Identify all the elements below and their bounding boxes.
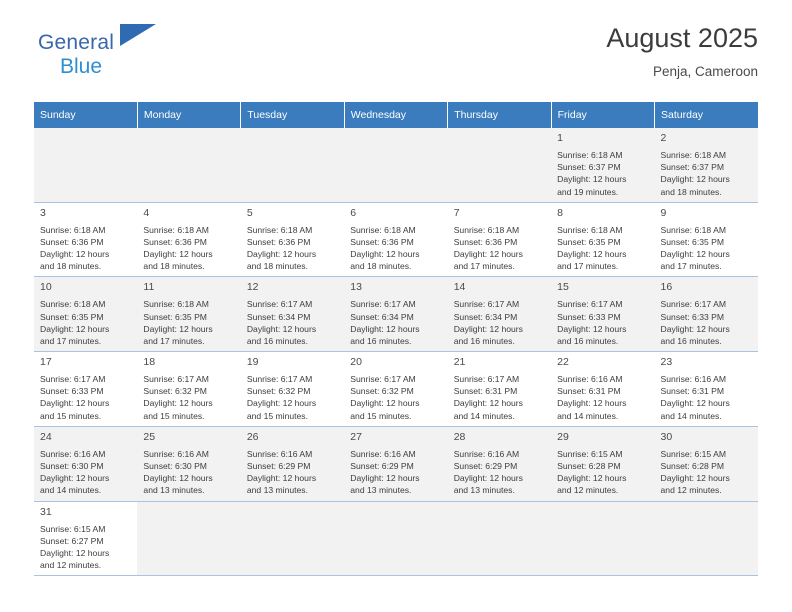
calendar-header-row: [34, 102, 758, 128]
day-detail-line: Daylight: 12 hours: [660, 323, 730, 334]
day-detail-line: Sunrise: 6:18 AM: [660, 149, 726, 160]
day-detail-line: Sunset: 6:32 PM: [246, 386, 311, 397]
calendar-cell-empty: [448, 501, 551, 576]
day-detail-line: and 14 minutes.: [557, 410, 619, 421]
calendar-day-cell[interactable]: [137, 202, 240, 277]
day-detail-line: Daylight: 12 hours: [350, 398, 420, 409]
day-detail-line: Sunrise: 6:17 AM: [40, 374, 106, 385]
page-title: August 2025: [606, 23, 758, 53]
calendar-day-cell[interactable]: [34, 277, 137, 352]
calendar-body: [34, 128, 758, 576]
day-detail-line: Sunrise: 6:17 AM: [660, 299, 726, 310]
calendar-week-row: [34, 128, 758, 202]
day-detail-line: Sunrise: 6:18 AM: [557, 224, 623, 235]
calendar-day-cell[interactable]: [655, 128, 758, 202]
day-details: [247, 373, 339, 422]
calendar-day-cell[interactable]: [137, 277, 240, 352]
day-number: 24: [40, 430, 52, 443]
day-number: 21: [453, 356, 466, 369]
day-number: 29: [557, 430, 569, 443]
day-details: [454, 298, 546, 347]
calendar-day-cell[interactable]: [655, 426, 758, 501]
calendar-day-cell[interactable]: [344, 426, 447, 501]
calendar-day-cell[interactable]: [34, 426, 137, 501]
day-detail-line: and 19 minutes.: [557, 186, 619, 197]
day-details: [454, 224, 546, 273]
day-detail-line: Sunrise: 6:15 AM: [660, 448, 726, 459]
day-detail-line: Daylight: 12 hours: [453, 249, 523, 260]
day-number: 19: [246, 356, 259, 369]
day-details: [661, 373, 753, 422]
day-number: 16: [660, 281, 673, 294]
day-number: 31: [40, 505, 52, 518]
day-detail-line: and 14 minutes.: [453, 410, 515, 421]
day-detail-line: Daylight: 12 hours: [143, 323, 213, 334]
day-details: [143, 224, 235, 273]
day-detail-line: Sunset: 6:29 PM: [246, 460, 311, 471]
day-detail-line: Sunrise: 6:17 AM: [143, 374, 209, 385]
page-header: [34, 22, 758, 96]
calendar-day-cell[interactable]: [344, 352, 447, 427]
day-detail-line: Sunrise: 6:17 AM: [350, 299, 416, 310]
day-details: [40, 298, 132, 347]
day-detail-line: Daylight: 12 hours: [557, 174, 627, 185]
day-detail-line: Daylight: 12 hours: [453, 473, 523, 484]
day-detail-line: Sunset: 6:31 PM: [557, 386, 621, 397]
day-details: [40, 523, 132, 572]
day-number: 3: [40, 206, 46, 219]
day-detail-line: Daylight: 12 hours: [143, 398, 213, 409]
day-detail-line: Daylight: 12 hours: [350, 249, 420, 260]
calendar-day-cell[interactable]: [448, 352, 551, 427]
logo-text-general: General: [38, 31, 115, 54]
day-detail-line: Sunset: 6:35 PM: [40, 311, 104, 322]
day-detail-line: Daylight: 12 hours: [660, 249, 730, 260]
day-details: [557, 224, 649, 273]
day-detail-line: and 12 minutes.: [40, 560, 102, 571]
day-detail-line: Sunset: 6:36 PM: [143, 236, 207, 247]
day-detail-line: Sunset: 6:37 PM: [660, 162, 725, 173]
day-detail-line: Sunset: 6:33 PM: [40, 386, 104, 397]
day-number: 14: [453, 281, 466, 294]
day-detail-line: and 13 minutes.: [453, 485, 515, 496]
day-detail-line: Sunrise: 6:18 AM: [40, 299, 106, 310]
day-detail-line: and 18 minutes.: [246, 261, 308, 272]
day-details: [40, 224, 132, 273]
calendar-cell-empty: [241, 128, 344, 202]
day-detail-line: and 16 minutes.: [350, 335, 412, 346]
title-block: [606, 22, 758, 79]
day-detail-line: Sunrise: 6:17 AM: [246, 299, 313, 310]
day-detail-line: and 17 minutes.: [453, 261, 515, 272]
day-number: 4: [143, 206, 150, 219]
day-detail-line: Sunrise: 6:16 AM: [143, 448, 209, 459]
day-detail-line: Sunset: 6:28 PM: [660, 460, 725, 471]
day-detail-line: Sunrise: 6:16 AM: [453, 448, 520, 459]
calendar-cell-empty: [241, 501, 344, 576]
day-number: 30: [660, 430, 673, 443]
day-number: 13: [350, 281, 362, 294]
calendar-week-row: [34, 501, 758, 576]
day-number: 25: [143, 430, 156, 443]
day-detail-line: Daylight: 12 hours: [246, 473, 317, 484]
day-detail-line: Sunrise: 6:16 AM: [660, 374, 726, 385]
day-detail-line: and 15 minutes.: [246, 410, 308, 421]
day-details: [661, 149, 753, 198]
day-detail-line: Sunset: 6:31 PM: [660, 386, 725, 397]
day-number: 8: [557, 206, 563, 219]
day-detail-line: and 18 minutes.: [660, 186, 722, 197]
calendar-day-cell[interactable]: [448, 202, 551, 277]
day-detail-line: Daylight: 12 hours: [246, 398, 317, 409]
calendar-day-cell[interactable]: [655, 277, 758, 352]
day-detail-line: Sunrise: 6:18 AM: [246, 224, 313, 235]
day-detail-line: Sunrise: 6:16 AM: [350, 448, 416, 459]
day-details: [350, 373, 442, 422]
weekday-header-thursday: Thursday: [448, 102, 551, 128]
weekday-header-tuesday: Tuesday: [241, 102, 344, 128]
calendar-day-cell[interactable]: [344, 277, 447, 352]
calendar-cell-empty: [344, 128, 447, 202]
day-details: [661, 298, 753, 347]
day-detail-line: and 17 minutes.: [660, 261, 722, 272]
day-details: [143, 448, 235, 497]
day-details: [350, 298, 442, 347]
weekday-header-monday: Monday: [137, 102, 240, 128]
day-detail-line: Sunrise: 6:15 AM: [40, 523, 106, 534]
day-details: [454, 448, 546, 497]
day-number: 23: [660, 356, 673, 369]
day-detail-line: and 17 minutes.: [557, 261, 619, 272]
day-number: 22: [557, 356, 569, 369]
day-detail-line: Sunrise: 6:16 AM: [557, 374, 623, 385]
day-detail-line: Sunset: 6:34 PM: [453, 311, 518, 322]
day-detail-line: Sunset: 6:31 PM: [453, 386, 518, 397]
day-detail-line: Sunrise: 6:17 AM: [350, 374, 416, 385]
day-detail-line: and 18 minutes.: [143, 261, 205, 272]
day-detail-line: and 15 minutes.: [40, 410, 102, 421]
calendar-day-cell[interactable]: [551, 352, 654, 427]
weekday-header-wednesday: Wednesday: [344, 102, 447, 128]
day-detail-line: Daylight: 12 hours: [660, 174, 730, 185]
day-detail-line: Daylight: 12 hours: [40, 249, 110, 260]
day-detail-line: Daylight: 12 hours: [350, 473, 420, 484]
calendar-day-cell[interactable]: [551, 202, 654, 277]
day-detail-line: Daylight: 12 hours: [246, 249, 317, 260]
day-detail-line: Sunset: 6:35 PM: [143, 311, 207, 322]
day-detail-line: and 17 minutes.: [40, 335, 102, 346]
day-details: [454, 373, 546, 422]
day-detail-line: and 18 minutes.: [40, 261, 102, 272]
day-number: 15: [557, 281, 569, 294]
day-number: 12: [246, 281, 259, 294]
day-detail-line: Sunset: 6:36 PM: [350, 236, 414, 247]
day-details: [557, 448, 649, 497]
calendar-cell-empty: [344, 501, 447, 576]
day-detail-line: Sunset: 6:32 PM: [350, 386, 414, 397]
day-detail-line: Daylight: 12 hours: [557, 323, 627, 334]
calendar-week-row: [34, 277, 758, 352]
day-details: [557, 373, 649, 422]
day-detail-line: and 13 minutes.: [246, 485, 308, 496]
day-detail-line: Sunset: 6:28 PM: [557, 460, 621, 471]
day-details: [661, 224, 753, 273]
day-detail-line: Sunrise: 6:18 AM: [453, 224, 520, 235]
day-detail-line: Sunrise: 6:18 AM: [143, 224, 209, 235]
day-detail-line: Sunrise: 6:15 AM: [557, 448, 623, 459]
calendar-day-cell[interactable]: [551, 128, 654, 202]
day-details: [143, 373, 235, 422]
day-detail-line: Daylight: 12 hours: [557, 473, 627, 484]
day-details: [247, 448, 339, 497]
day-detail-line: Sunset: 6:34 PM: [246, 311, 311, 322]
day-details: [247, 298, 339, 347]
day-detail-line: Daylight: 12 hours: [453, 398, 523, 409]
day-detail-line: Daylight: 12 hours: [453, 323, 523, 334]
calendar-table: [34, 102, 758, 576]
calendar-cell-empty: [137, 128, 240, 202]
day-number: 20: [350, 356, 362, 369]
day-detail-line: Sunset: 6:35 PM: [660, 236, 725, 247]
calendar-day-cell[interactable]: [655, 202, 758, 277]
day-detail-line: Sunset: 6:36 PM: [40, 236, 104, 247]
day-detail-line: Sunset: 6:32 PM: [143, 386, 207, 397]
calendar-cell-empty: [655, 501, 758, 576]
day-details: [557, 149, 649, 198]
day-number: 18: [143, 356, 156, 369]
day-detail-line: Daylight: 12 hours: [557, 398, 627, 409]
day-detail-line: and 16 minutes.: [660, 335, 722, 346]
calendar-day-cell[interactable]: [241, 202, 344, 277]
day-detail-line: Sunset: 6:29 PM: [453, 460, 518, 471]
day-detail-line: Daylight: 12 hours: [557, 249, 627, 260]
day-number: 10: [40, 281, 52, 294]
calendar-week-row: [34, 352, 758, 427]
calendar-cell-empty: [551, 501, 654, 576]
day-details: [40, 448, 132, 497]
day-detail-line: and 13 minutes.: [350, 485, 412, 496]
day-detail-line: and 16 minutes.: [557, 335, 619, 346]
day-number: 27: [350, 430, 362, 443]
day-details: [350, 224, 442, 273]
day-detail-line: and 15 minutes.: [143, 410, 205, 421]
day-detail-line: Sunrise: 6:17 AM: [557, 299, 623, 310]
day-number: 9: [660, 206, 667, 219]
day-detail-line: and 14 minutes.: [660, 410, 722, 421]
day-details: [661, 448, 753, 497]
calendar-day-cell[interactable]: [241, 426, 344, 501]
day-detail-line: Sunset: 6:36 PM: [246, 236, 311, 247]
day-detail-line: Daylight: 12 hours: [40, 547, 110, 558]
day-number: 28: [453, 430, 466, 443]
day-detail-line: Sunset: 6:34 PM: [350, 311, 414, 322]
location-subtitle: Penja, Cameroon: [652, 63, 758, 79]
day-detail-line: Sunrise: 6:18 AM: [40, 224, 106, 235]
calendar-day-cell[interactable]: [344, 202, 447, 277]
day-detail-line: Sunset: 6:33 PM: [660, 311, 725, 322]
day-detail-line: and 16 minutes.: [246, 335, 308, 346]
day-detail-line: Daylight: 12 hours: [40, 323, 110, 334]
weekday-header-friday: Friday: [551, 102, 654, 128]
calendar-cell-empty: [448, 128, 551, 202]
day-detail-line: Sunrise: 6:17 AM: [453, 299, 520, 310]
day-detail-line: and 15 minutes.: [350, 410, 412, 421]
calendar-day-cell[interactable]: [34, 501, 137, 576]
day-detail-line: and 13 minutes.: [143, 485, 205, 496]
day-number: 2: [660, 132, 667, 144]
day-detail-line: Sunset: 6:33 PM: [557, 311, 621, 322]
calendar-day-cell[interactable]: [137, 352, 240, 427]
calendar-day-cell[interactable]: [551, 426, 654, 501]
logo: [34, 22, 114, 77]
day-detail-line: Sunrise: 6:16 AM: [40, 448, 106, 459]
day-detail-line: Sunset: 6:37 PM: [557, 162, 621, 173]
calendar-cell-empty: [34, 128, 137, 202]
day-detail-line: Sunset: 6:30 PM: [143, 460, 207, 471]
calendar-day-cell[interactable]: [551, 277, 654, 352]
calendar-day-cell[interactable]: [34, 202, 137, 277]
flag-icon: [120, 24, 156, 46]
day-detail-line: Sunrise: 6:17 AM: [246, 374, 313, 385]
calendar-day-cell[interactable]: [655, 352, 758, 427]
day-detail-line: Sunset: 6:35 PM: [557, 236, 621, 247]
day-details: [143, 298, 235, 347]
day-detail-line: and 18 minutes.: [350, 261, 412, 272]
day-detail-line: and 12 minutes.: [660, 485, 722, 496]
day-detail-line: Sunrise: 6:17 AM: [453, 374, 520, 385]
day-detail-line: and 16 minutes.: [453, 335, 515, 346]
day-number: 26: [246, 430, 259, 443]
calendar-day-cell[interactable]: [448, 277, 551, 352]
calendar-week-row: [34, 426, 758, 501]
day-detail-line: and 14 minutes.: [40, 485, 102, 496]
day-detail-line: Daylight: 12 hours: [143, 249, 213, 260]
day-details: [40, 373, 132, 422]
calendar-day-cell[interactable]: [241, 352, 344, 427]
day-detail-line: Sunrise: 6:18 AM: [660, 224, 726, 235]
calendar-week-row: [34, 202, 758, 277]
day-detail-line: Sunrise: 6:18 AM: [143, 299, 209, 310]
day-detail-line: Daylight: 12 hours: [660, 473, 730, 484]
day-detail-line: Sunset: 6:36 PM: [453, 236, 518, 247]
calendar-day-cell[interactable]: [448, 426, 551, 501]
day-number: 5: [246, 206, 253, 219]
day-detail-line: Daylight: 12 hours: [660, 398, 730, 409]
day-detail-line: Daylight: 12 hours: [40, 398, 110, 409]
day-detail-line: Sunrise: 6:16 AM: [246, 448, 313, 459]
day-number: 11: [143, 281, 155, 294]
calendar-day-cell[interactable]: [137, 426, 240, 501]
day-details: [247, 224, 339, 273]
day-details: [350, 448, 442, 497]
day-detail-line: Sunset: 6:27 PM: [40, 535, 104, 546]
calendar-day-cell[interactable]: [241, 277, 344, 352]
day-detail-line: and 12 minutes.: [557, 485, 619, 496]
day-details: [557, 298, 649, 347]
day-detail-line: and 17 minutes.: [143, 335, 205, 346]
day-detail-line: Sunset: 6:30 PM: [40, 460, 104, 471]
day-detail-line: Sunrise: 6:18 AM: [350, 224, 416, 235]
weekday-header-saturday: Saturday: [655, 102, 758, 128]
day-detail-line: Daylight: 12 hours: [143, 473, 213, 484]
logo-text-blue: Blue: [60, 55, 103, 78]
weekday-header-sunday: Sunday: [34, 102, 137, 128]
calendar-cell-empty: [137, 501, 240, 576]
day-number: 17: [40, 356, 52, 369]
day-detail-line: Sunset: 6:29 PM: [350, 460, 414, 471]
day-detail-line: Daylight: 12 hours: [350, 323, 420, 334]
day-number: 6: [350, 206, 357, 219]
day-detail-line: Sunrise: 6:18 AM: [557, 149, 623, 160]
calendar-day-cell[interactable]: [34, 352, 137, 427]
day-detail-line: Daylight: 12 hours: [40, 473, 110, 484]
day-detail-line: Daylight: 12 hours: [246, 323, 317, 334]
day-number: 1: [557, 132, 563, 144]
day-number: 7: [453, 206, 460, 219]
